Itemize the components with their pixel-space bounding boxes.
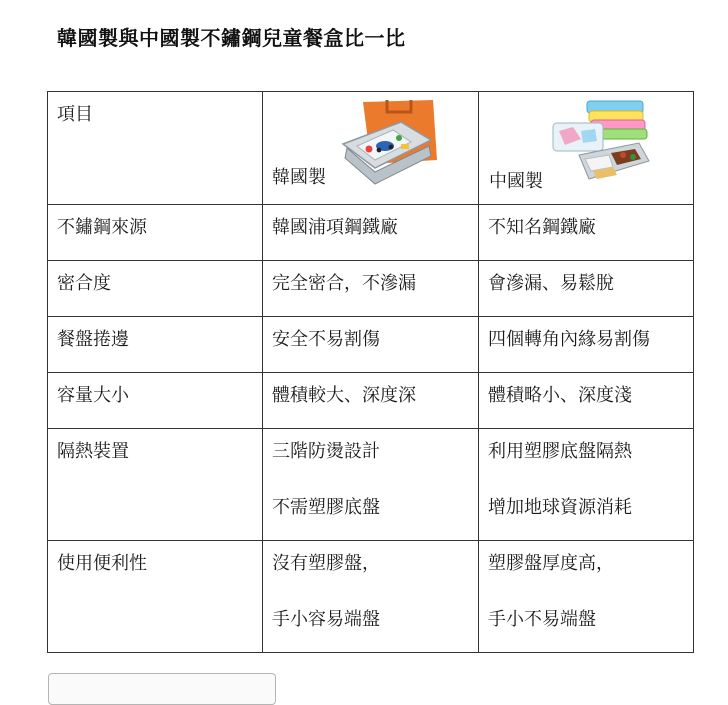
china-value: 會滲漏、易鬆脫 [488, 273, 614, 294]
item-cell [48, 541, 263, 653]
header-item-label: 項目 [57, 104, 93, 125]
item-cell [48, 317, 263, 373]
china-lunchbox-image [551, 97, 651, 189]
item-label: 餐盤捲邊 [57, 329, 129, 350]
header-korea-label: 韓國製 [272, 167, 326, 188]
comparison-table [47, 91, 694, 653]
page-title: 韓國製與中國製不鏽鋼兒童餐盒比一比 [57, 26, 406, 50]
korea-value-line1: 三階防燙設計 [272, 441, 380, 462]
korea-value-line2: 手小容易端盤 [272, 609, 380, 630]
korea-value-line2: 不需塑膠底盤 [272, 497, 380, 518]
korea-lunchbox-image [341, 100, 439, 186]
china-value-line1: 利用塑膠底盤隔熱 [488, 441, 632, 462]
table-row [48, 317, 694, 373]
item-label: 容量大小 [57, 385, 129, 406]
china-cell [479, 317, 694, 373]
item-cell [48, 261, 263, 317]
header-item-cell [48, 92, 263, 205]
china-value-line2: 增加地球資源消耗 [488, 497, 632, 518]
china-cell [479, 205, 694, 261]
korea-value-line1: 沒有塑膠盤， [272, 553, 380, 574]
header-china-label: 中國製 [489, 171, 543, 192]
item-cell [48, 205, 263, 261]
china-value: 不知名鋼鐵廠 [488, 217, 596, 238]
china-cell [479, 261, 694, 317]
item-cell [48, 373, 263, 429]
china-value: 四個轉角內緣易割傷 [488, 329, 650, 350]
china-cell [479, 373, 694, 429]
korea-value: 體積較大、深度深 [272, 385, 416, 406]
korea-value: 韓國浦項鋼鐵廠 [272, 217, 398, 238]
china-value: 體積略小、深度淺 [488, 385, 632, 406]
china-value-line1: 塑膠盤厚度高， [488, 553, 614, 574]
item-label: 隔熱裝置 [57, 441, 129, 462]
korea-cell [263, 205, 479, 261]
bottom-button[interactable] [48, 673, 276, 705]
china-cell [479, 429, 694, 541]
table-header-row [48, 92, 694, 205]
table-row [48, 541, 694, 653]
item-label: 不鏽鋼來源 [57, 217, 147, 238]
korea-cell [263, 373, 479, 429]
korea-cell [263, 317, 479, 373]
china-value-line2: 手小不易端盤 [488, 609, 596, 630]
china-cell [479, 541, 694, 653]
korea-cell [263, 429, 479, 541]
korea-cell [263, 541, 479, 653]
item-label: 密合度 [57, 273, 111, 294]
table-row [48, 261, 694, 317]
header-korea-cell [263, 92, 479, 205]
table-row [48, 429, 694, 541]
table-row [48, 205, 694, 261]
header-china-cell [479, 92, 694, 205]
item-label: 使用便利性 [57, 553, 147, 574]
table-row [48, 373, 694, 429]
korea-value: 安全不易割傷 [272, 329, 380, 350]
korea-cell [263, 261, 479, 317]
korea-value: 完全密合，不滲漏 [272, 273, 416, 294]
item-cell [48, 429, 263, 541]
